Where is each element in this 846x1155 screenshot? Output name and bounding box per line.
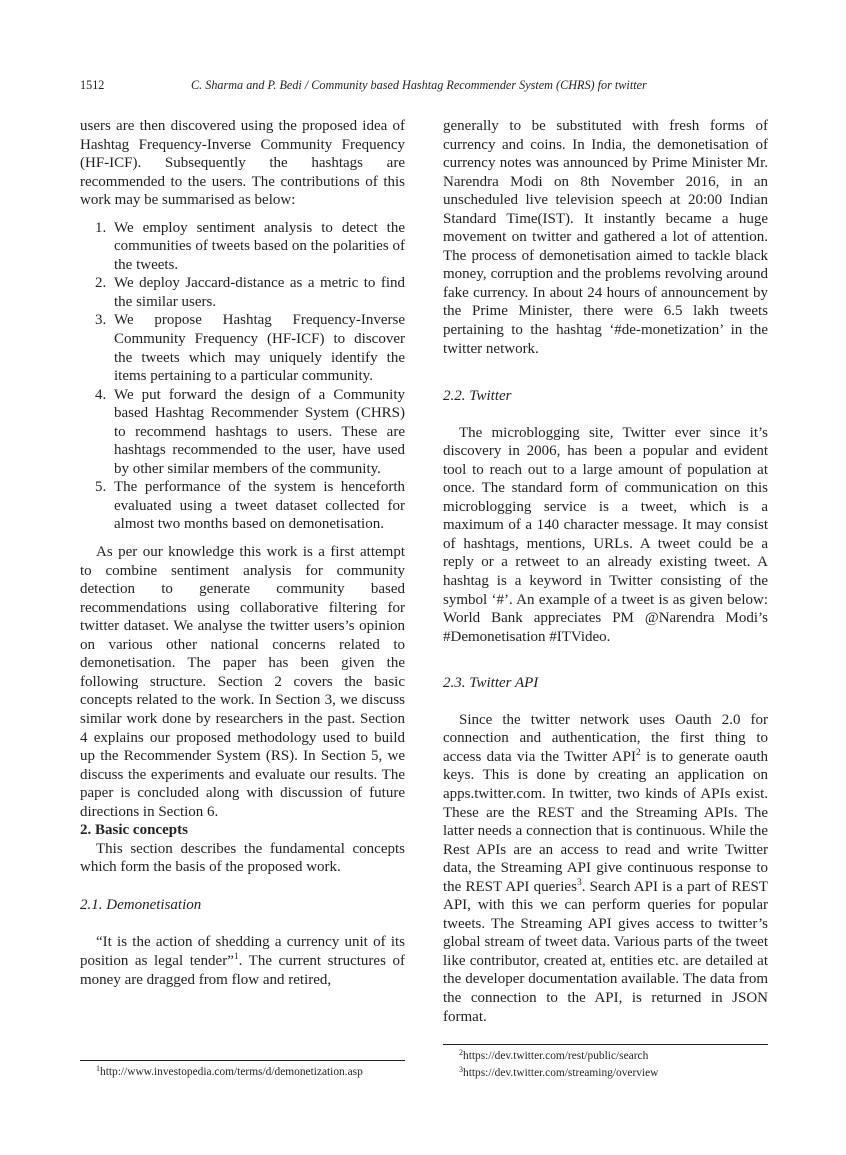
footnote-mark: 3: [459, 1065, 463, 1074]
footnote: [459, 1048, 784, 1065]
list-number: 2.: [95, 275, 107, 292]
left-column: [80, 117, 405, 989]
footnotes-right: [459, 1048, 784, 1082]
list-number: 1.: [95, 219, 107, 236]
list-number: 3.: [95, 312, 107, 329]
footnote-marker: 2: [635, 747, 641, 758]
right-column: [443, 117, 768, 1026]
footnote-marker: 1: [233, 951, 239, 962]
twitter-paragraph: The microblogging site, Twitter ever since it’s discovery in 2006, has been a popular and evident tool to reach out to a large amount of population at once. The standard form of communication on this microblogging service is a tweet, which is a maximum of a 140 character message. It may consist of hashtags, mentions, URLs. A tweet could be a reply or a retweet to an already existing tweet. A hashtag is a keyword in Twitter consisting of the symbol ‘#’. An example of a tweet is as given below: World Bank appreciates PM @Narendra Modi’s #Demonetisation #ITVideo.: [443, 424, 768, 645]
list-item-text: We deploy Jaccard-distance as a metric to find the similar users.: [114, 275, 405, 310]
footnote-mark: 1: [96, 1064, 100, 1073]
list-item-text: We employ sentiment analysis to detect the communities of tweets based on the polarities of the tweets.: [114, 219, 405, 273]
footnote: [96, 1064, 421, 1081]
footnote-marker: 3: [576, 877, 582, 888]
subsection-heading-twitter: 2.2. Twitter: [443, 388, 512, 405]
twitter-api-paragraph: [443, 711, 768, 1026]
list-item-text: The performance of the system is henceforth evaluated using a tweet dataset collected for almost two months based on demonetisation.: [114, 479, 405, 533]
structure-paragraph: As per our knowledge this work is a first attempt to combine sentiment analysis for community detection to generate community based recommendations using collaborative filtering for twitter dataset. We analyse the twitter users’s opinion on various other national concerns related to demonetisation. The paper has been given the following structure. Section 2 covers the basic concepts related to the work. In Section 3, we discuss similar work done by researchers in the past. Section 4 explains our proposed methodology used to build up the Recommender System (RS). In Section 5, we discuss the experiments and evaluate our results. The paper is concluded along with discussion of future directions in Section 6.: [80, 544, 405, 820]
list-item-text: We put forward the design of a Community based Hashtag Recommender System (CHRS) to recommend hashtags to users. These are hashtags recommended to the user, have used by other similar members of the community.: [114, 386, 405, 477]
intro-paragraph: users are then discovered using the proposed idea of Hashtag Frequency-Inverse Community Frequency (HF-ICF). Subsequently the hashtags are recommended to the users. The contributions of this work may be summarised as below:: [80, 118, 405, 209]
footnote-divider-right: [443, 1044, 768, 1045]
api-text-part-3: . Search API is a part of REST API, with this we can perform queries for popular tweets. The Streaming API gives access to twitter’s global stream of tweet data. Various parts of the tweet like contributor, created at, entities etc. are detailed at the developer documentation available. The data from the connection to the API, is returned in JSON format.: [443, 878, 768, 1025]
contributions-list: [80, 219, 405, 534]
footnote-mark: 2: [459, 1048, 463, 1057]
footnote-url[interactable]: https://dev.twitter.com/streaming/overview: [463, 1067, 659, 1079]
api-text-part-1: Since the twitter network uses Oauth 2.0 for connection and authentication, the first thing to access data via the Twitter API: [443, 711, 768, 765]
footnote-url[interactable]: http://www.investopedia.com/terms/d/demonetization.asp: [100, 1066, 363, 1078]
footnote-url[interactable]: https://dev.twitter.com/rest/public/search: [463, 1050, 649, 1062]
section-heading-basic-concepts: 2. Basic concepts: [80, 822, 188, 839]
running-title: C. Sharma and P. Bedi / Community based Hashtag Recommender System (CHRS) for twitter: [191, 78, 647, 92]
footnote: [459, 1065, 784, 1082]
api-text-part-2: is to generate oauth keys. This is done by creating an application on apps.twitter.com. In twitter, two kinds of APIs exist. These are the REST and the Streaming APIs. The latter needs a connection that is continuous. While the Rest APIs are an access to read and write Twitter data, the Streaming API give continuous response to the REST API queries: [443, 748, 768, 895]
demonetisation-continued-paragraph: generally to be substituted with fresh forms of currency and coins. In India, the demonetisation of currency notes was announced by Prime Minister Mr. Narendra Modi on 8th November 2016, in an unscheduled live television speech at 20:00 Indian Standard Time(IST). It instantly became a huge movement on twitter and gathered a lot of attention. The process of demonetisation aimed to tackle black money, corruption and the problems revolving around fake currency. In about 24 hours of announcement by the Prime Minister, there were 6.5 lakh tweets pertaining to the hashtag ‘#de-monetization’ in the twitter network.: [443, 118, 768, 357]
list-number: 4.: [95, 386, 107, 403]
demonetisation-text-start: “It is the action of shedding a currency unit of its position as legal tender”: [80, 934, 405, 969]
list-item: [80, 219, 405, 275]
running-header: [80, 77, 768, 95]
list-item: [80, 274, 405, 311]
list-item: [80, 311, 405, 385]
list-item: [80, 478, 405, 534]
demonetisation-text-end: . The current structures of money are dragged from flow and retired,: [80, 952, 405, 988]
list-item: [80, 386, 405, 479]
list-number: 5.: [95, 479, 107, 496]
subsection-heading-demonetisation: 2.1. Demonetisation: [80, 896, 202, 913]
footnotes-left: [96, 1064, 421, 1081]
demonetisation-paragraph: [80, 933, 405, 989]
subsection-heading-twitter-api: 2.3. Twitter API: [443, 675, 539, 692]
footnote-divider-left: [80, 1060, 405, 1061]
page-number: 1512: [80, 78, 105, 92]
list-item-text: We propose Hashtag Frequency-Inverse Community Frequency (HF-ICF) to discover the tweets which may uniquely identify the items pertaining to a particular community.: [114, 312, 405, 385]
section-intro-paragraph: This section describes the fundamental concepts which form the basis of the proposed work.: [80, 840, 405, 876]
